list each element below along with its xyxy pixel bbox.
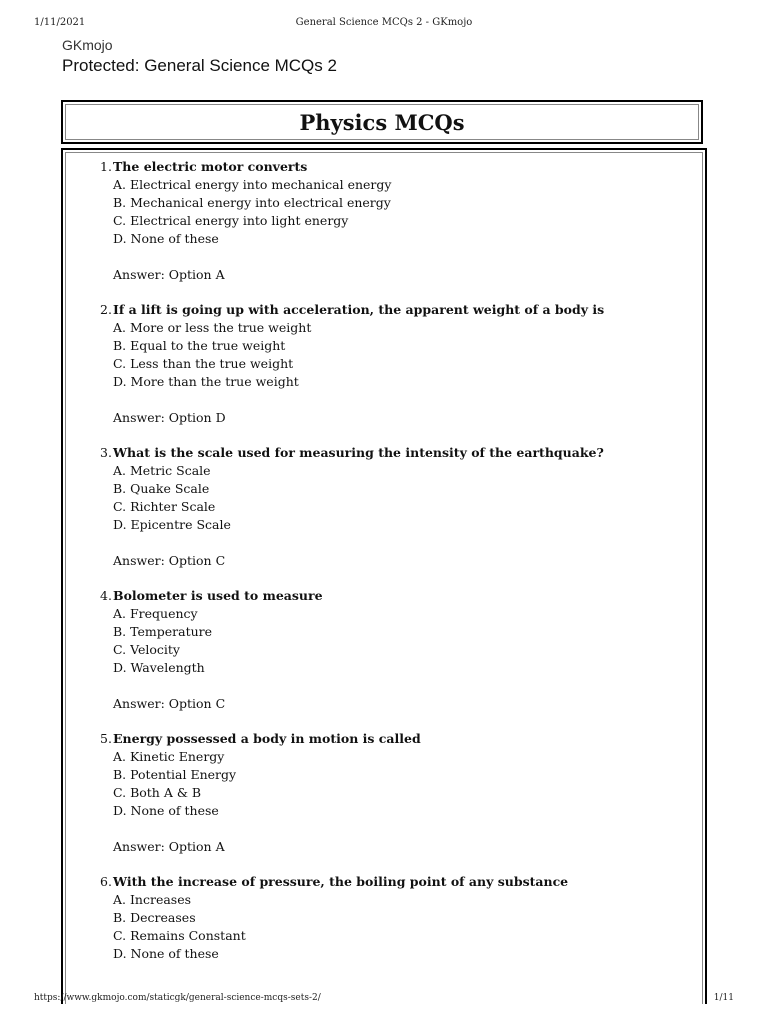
question-list [100, 158, 700, 980]
option: D. None of these [113, 803, 219, 818]
question-item [100, 587, 700, 713]
option: C. Richter Scale [113, 499, 216, 514]
option: C. Both A & B [113, 785, 202, 800]
option: B. Equal to the true weight [113, 338, 286, 353]
question-number: 5. [100, 731, 112, 746]
question-item [100, 158, 700, 284]
option: C. Velocity [113, 642, 180, 657]
answer-text: Answer: Option A [113, 839, 225, 854]
print-footer-url: https://www.gkmojo.com/staticgk/general-science-mcqs-sets-2/ [34, 993, 321, 1003]
question-item [100, 873, 700, 963]
question-item [100, 730, 700, 856]
question-text: Bolometer is used to measure [113, 588, 323, 603]
question-number: 2. [100, 302, 112, 317]
option: B. Quake Scale [113, 481, 210, 496]
option: D. Wavelength [113, 660, 205, 675]
print-page-title: General Science MCQs 2 - GKmojo [295, 17, 473, 28]
print-date: 1/11/2021 [34, 17, 86, 28]
option: C. Remains Constant [113, 928, 246, 943]
option: B. Decreases [113, 910, 196, 925]
question-number: 6. [100, 874, 112, 889]
question-number: 3. [100, 445, 112, 460]
option: D. None of these [113, 946, 219, 961]
option: D. Epicentre Scale [113, 517, 231, 532]
question-text: What is the scale used for measuring the intensity of the earthquake? [113, 445, 604, 460]
option: B. Potential Energy [113, 767, 237, 782]
option: A. Electrical energy into mechanical energy [113, 177, 392, 192]
option: A. Frequency [113, 606, 198, 621]
answer-text: Answer: Option A [113, 267, 225, 282]
option: C. Less than the true weight [113, 356, 294, 371]
option: A. Metric Scale [113, 463, 211, 478]
question-item [100, 444, 700, 570]
print-footer-page: 1/11 [713, 993, 734, 1003]
option: B. Temperature [113, 624, 213, 639]
section-title: Physics MCQs [299, 109, 465, 135]
option: C. Electrical energy into light energy [113, 213, 349, 228]
question-text: With the increase of pressure, the boiling point of any substance [113, 874, 569, 889]
option: B. Mechanical energy into electrical energy [113, 195, 391, 210]
answer-text: Answer: Option C [113, 696, 226, 711]
option: A. More or less the true weight [113, 320, 312, 335]
question-text: If a lift is going up with acceleration, the apparent weight of a body is [113, 302, 605, 317]
answer-text: Answer: Option C [113, 553, 226, 568]
answer-text: Answer: Option D [113, 410, 226, 425]
question-item [100, 301, 700, 427]
question-number: 4. [100, 588, 112, 603]
option: D. None of these [113, 231, 219, 246]
option: A. Increases [113, 892, 192, 907]
option: A. Kinetic Energy [113, 749, 225, 764]
site-name[interactable]: GKmojo [62, 37, 113, 53]
question-number: 1. [100, 159, 112, 174]
post-title: Protected: General Science MCQs 2 [62, 56, 337, 75]
section-heading-box [61, 100, 703, 144]
question-text: The electric motor converts [113, 159, 308, 174]
question-text: Energy possessed a body in motion is called [113, 731, 421, 746]
option: D. More than the true weight [113, 374, 299, 389]
